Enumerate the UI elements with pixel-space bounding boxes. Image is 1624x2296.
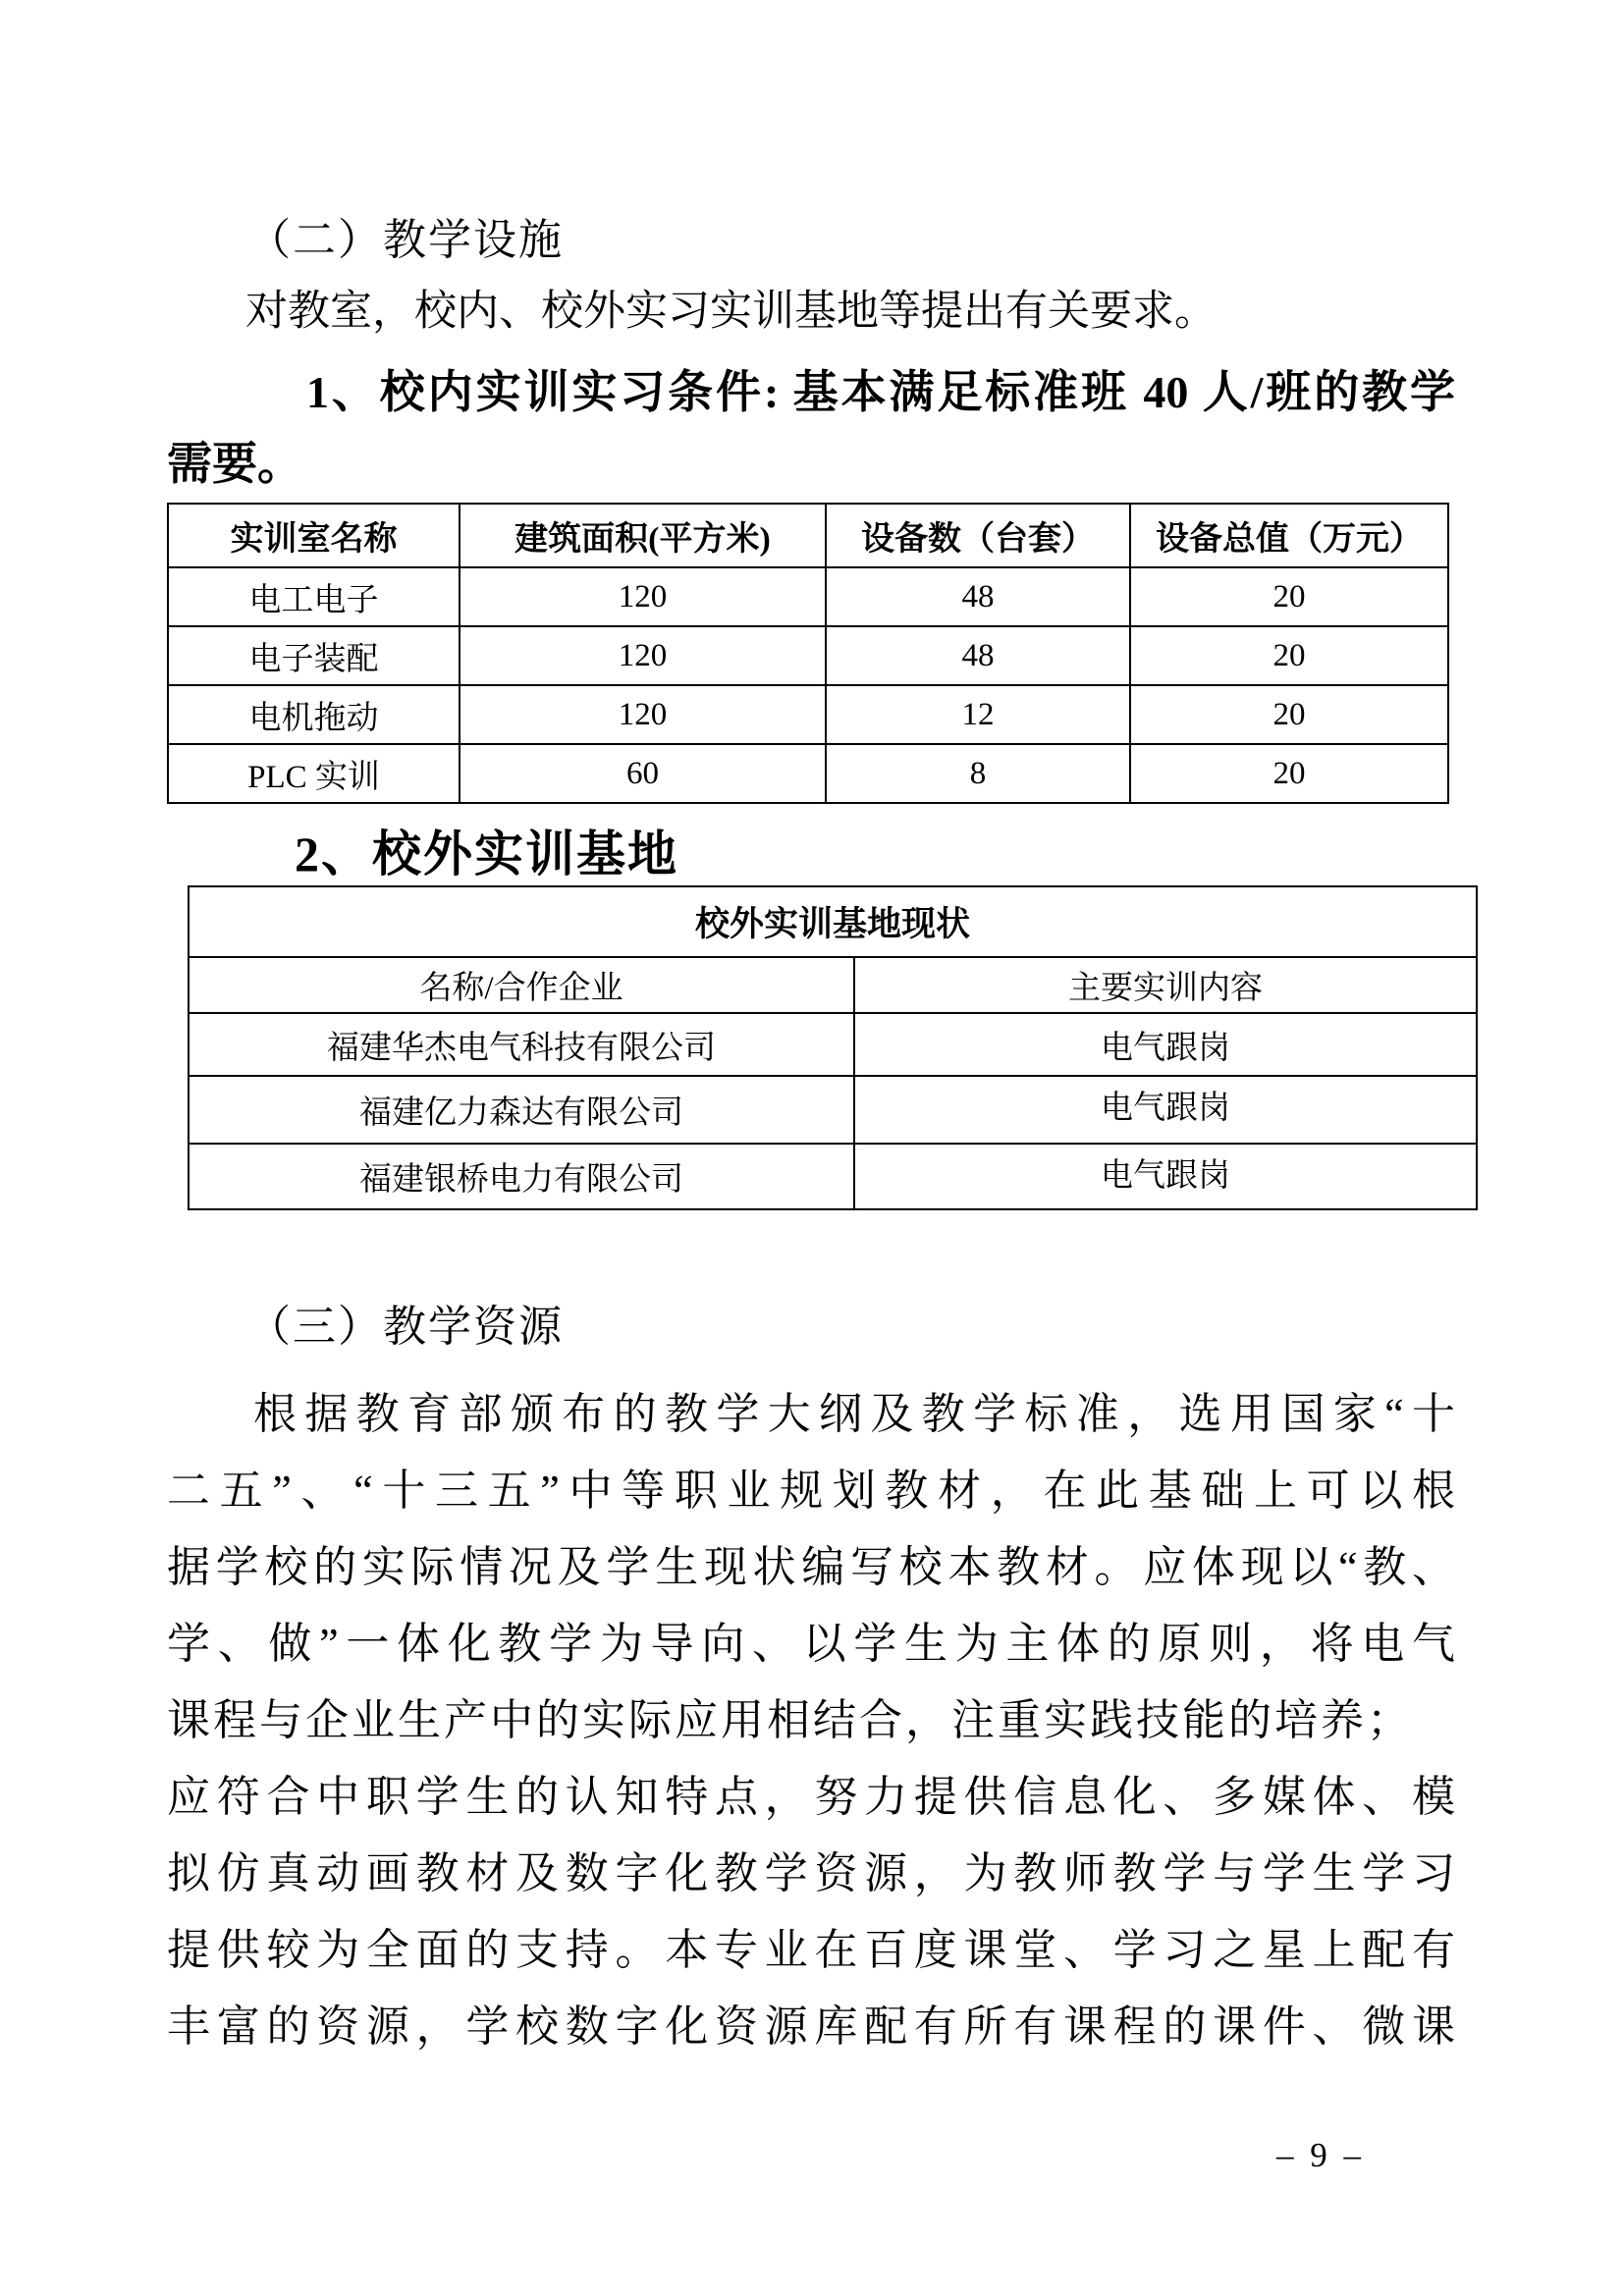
offcampus-table-title: 校外实训基地现状 (189, 886, 1477, 957)
campus-cell-count: 12 (826, 685, 1130, 744)
campus-header-area: 建筑面积(平方米) (460, 504, 826, 567)
body-paragraph-line: 学、做”一体化教学为导向、以学生为主体的原则，将电气 (167, 1620, 1455, 1668)
subheading-campus-training-line1: 1、校内实训实习条件: 基本满足标准班 40 人/班的教学 (306, 367, 1455, 417)
body-paragraph-line: 课程与企业生产中的实际应用相结合，注重实践技能的培养； (167, 1696, 1413, 1744)
offcampus-cell-content: 电气跟岗 (854, 1013, 1477, 1076)
offcampus-cell-company: 福建银桥电力有限公司 (189, 1144, 854, 1209)
campus-cell-area: 60 (460, 744, 826, 803)
body-paragraph-line: 二五”、“十三五”中等职业规划教材，在此基础上可以根 (167, 1467, 1455, 1515)
campus-table-row (168, 744, 1448, 803)
campus-table-row (168, 685, 1448, 744)
teaching-resources-paragraph (167, 1376, 1455, 2065)
campus-cell-count: 48 (826, 567, 1130, 626)
intro-paragraph: 对教室，校内、校外实习实训基地等提出有关要求。 (245, 289, 1217, 335)
section-heading-teaching-resources: （三）教学资源 (247, 1303, 564, 1351)
body-paragraph-line: 据学校的实际情况及学生现状编写校本教材。应体现以“教、 (167, 1543, 1455, 1591)
offcampus-table-row (189, 1144, 1477, 1209)
campus-cell-room: PLC 实训 (168, 744, 460, 803)
campus-cell-room: 电机拖动 (168, 685, 460, 744)
subheading-campus-training-line2: 需要。 (167, 439, 302, 489)
page-number: – 9 – (1276, 2136, 1365, 2174)
offcampus-cell-content: 电气跟岗 (854, 1144, 1477, 1209)
campus-cell-value: 20 (1130, 567, 1448, 626)
campus-cell-value: 20 (1130, 626, 1448, 685)
campus-cell-value: 20 (1130, 744, 1448, 803)
body-paragraph-line: 拟仿真动画教材及数字化教学资源，为教师教学与学生学习 (167, 1849, 1455, 1897)
campus-cell-area: 120 (460, 685, 826, 744)
body-paragraph-line: 丰富的资源，学校数字化资源库配有所有课程的课件、微课 (167, 2002, 1455, 2051)
offcampus-cell-company: 福建华杰电气科技有限公司 (189, 1013, 854, 1076)
section-heading-teaching-facilities: （二）教学设施 (247, 216, 564, 264)
campus-table-header-row (168, 504, 1448, 567)
campus-header-equipment-value: 设备总值（万元） (1130, 504, 1448, 567)
campus-cell-value: 20 (1130, 685, 1448, 744)
offcampus-table-row (189, 1076, 1477, 1144)
campus-cell-area: 120 (460, 567, 826, 626)
offcampus-title-row (189, 886, 1477, 957)
offcampus-table-row (189, 1013, 1477, 1076)
campus-cell-room: 电工电子 (168, 567, 460, 626)
campus-cell-room: 电子装配 (168, 626, 460, 685)
campus-table-row (168, 626, 1448, 685)
body-paragraph-line: 应符合中职学生的认知特点，努力提供信息化、多媒体、模 (167, 1773, 1455, 1821)
campus-training-table (167, 503, 1449, 804)
campus-cell-count: 48 (826, 626, 1130, 685)
body-paragraph-line: 根据教育部颁布的教学大纲及教学标准，选用国家“十 (253, 1390, 1455, 1438)
campus-cell-area: 120 (460, 626, 826, 685)
offcampus-cell-content: 电气跟岗 (854, 1076, 1477, 1144)
body-paragraph-line: 提供较为全面的支持。本专业在百度课堂、学习之星上配有 (167, 1926, 1455, 1974)
offcampus-header-row (189, 957, 1477, 1013)
campus-cell-count: 8 (826, 744, 1130, 803)
campus-header-room-name: 实训室名称 (168, 504, 460, 567)
offcampus-training-table (188, 885, 1478, 1210)
offcampus-header-company: 名称/合作企业 (189, 957, 854, 1013)
offcampus-cell-company: 福建亿力森达有限公司 (189, 1076, 854, 1144)
subheading-offcampus-training: 2、校外实训基地 (295, 827, 678, 881)
offcampus-header-content: 主要实训内容 (854, 957, 1477, 1013)
campus-header-equipment-count: 设备数（台套） (826, 504, 1130, 567)
campus-table-row (168, 567, 1448, 626)
